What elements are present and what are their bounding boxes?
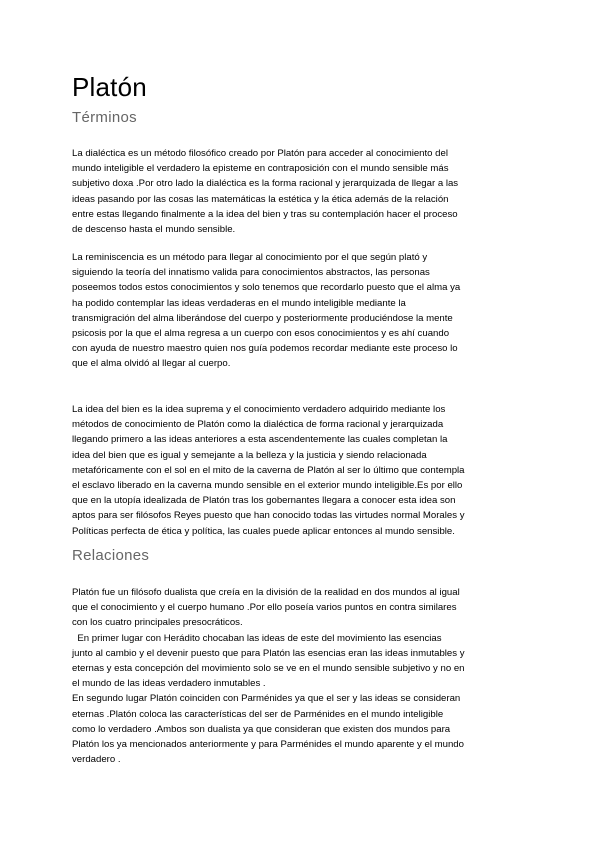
section-heading-relaciones: Relaciones (72, 547, 150, 564)
page-title: Platón (72, 72, 147, 102)
paragraph-reminiscencia: La reminiscencia es un método para llegar al conocimiento por el que según plató y siguiendo la teoría del innatismo valida para conocimientos abstractos, las personas poseemos todos estos conocimientos y solo tenemos que recordarlo puesto que el alma ya ha podido contemplar las ideas verdaderas en el mundo inteligible mediante la transmigración del alma liberándose del cuerpo y posteriormente produciéndose la mente psicosis por la que el alma regresa a un cuerpo con esos conocimientos y es ahí cuando con ayuda de nuestro maestro quien nos guía podemos recordar mediante este proceso lo que el alma olvidó al llegar al cuerpo. (72, 252, 461, 370)
paragraph-idea-del-bien: La idea del bien es la idea suprema y el conocimiento verdadero adquirido mediante los métodos de conocimiento de Platón como la dialéctica de forma racional y jerarquizada llegando primero a las ideas anteriores a esta ascendentemente las cuales completan la idea del bien que es igual y semejante a la belleza y la justicia y siendo relacionada metafóricamente con el sol en el mito de la caverna de Platón al ser lo último que contempla el esclavo liberado en la caverna mundo sensible en el exterior mundo inteligible.Es por ello que en la utopía idealizada de Platón tras los gobernantes llegara a conocer esta idea son aptos para ser filósofos Reyes puesto que han conocido todas las virtudes normal Morales y Políticas perfecta de ética y política, las cuales puede aplicar entonces al mundo sensible. (72, 404, 465, 537)
paragraph-dialectica: La dialéctica es un método filosófico creado por Platón para acceder al conocimiento del mundo inteligible el verdadero la episteme en contraposición con el mundo sensible más subjetivo doxa .Por otro lado la dialéctica es la forma racional y jerarquizada de llegar a las ideas pasando por las cosas las matemáticas la estética y la ética además de la relación entre estas llegando finalmente a la idea del bien y tras su contemplación hacer el proceso de descenso hasta el mundo sensible. (72, 148, 459, 236)
section-heading-terminos: Términos (72, 109, 137, 126)
paragraph-relaciones: Platón fue un filósofo dualista que creía en la división de la realidad en dos mundos al igual que el conocimiento y el cuerpo humano .Por ello poseía varios puntos en contra similares con los cuatro principales presocráticos. En primer lugar con Herádito chocaban las ideas de este del movimiento las esencias junto al cambio y el devenir puesto que para Platón las esencias eran las ideas inmutables y eternas y esta concepción del movimiento solo se ve en el mundo sensible subjetivo y no en el mundo de las ideas verdadero inmutables . En segundo lugar Platón coinciden con Parménides ya que el ser y las ideas se consideran eternas .Platón coloca las características del ser de Parménides en el mundo inteligible como lo verdadero .Ambos son dualista ya que consideran que existen dos mundos para Platón los ya mencionados anteriormente y para Parménides el mundo aparente y el mundo verdadero . (72, 587, 465, 766)
